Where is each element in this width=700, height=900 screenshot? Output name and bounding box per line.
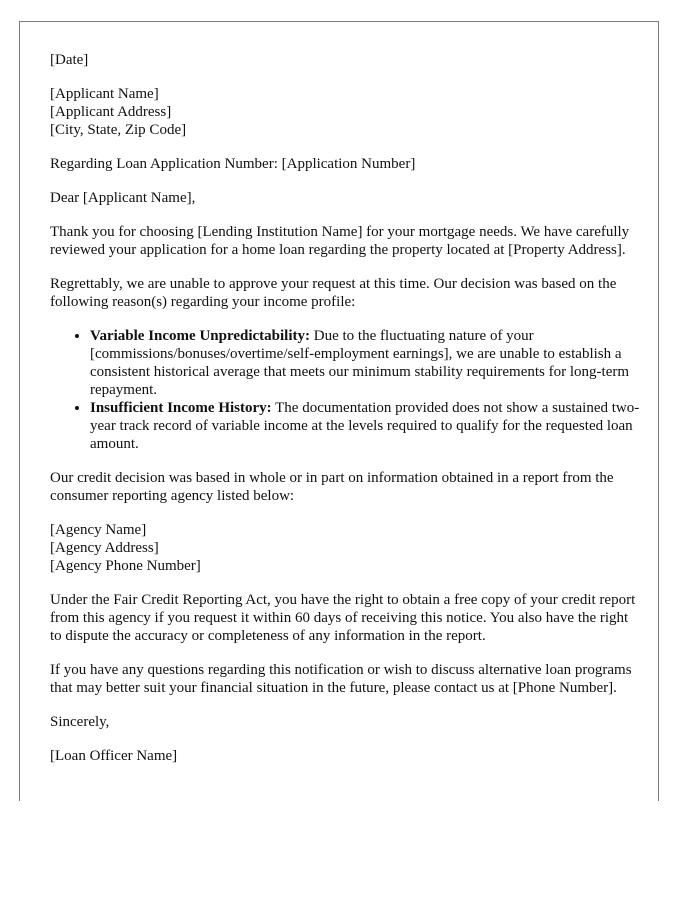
applicant-city-state-zip: [City, State, Zip Code] (50, 122, 187, 138)
agency-address: [Agency Address] (50, 540, 159, 556)
applicant-name: [Applicant Name] (50, 86, 159, 102)
decision-paragraph: Regrettably, we are unable to approve your request at this time. Our decision was based on the following reason(s) regarding your income profile: (50, 276, 617, 310)
contact-paragraph: If you have any questions regarding this notification or wish to discuss alternative loan programs that may better suit your financial situation in the future, please contact us at [Phone Number]. (50, 662, 632, 696)
reason-item (90, 327, 642, 399)
agency-phone: [Agency Phone Number] (50, 558, 201, 574)
credit-decision-paragraph: Our credit decision was based in whole or in part on information obtained in a report from the consumer reporting agency listed below: (50, 470, 614, 504)
reason-title: Variable Income Unpredictability: (90, 328, 310, 344)
applicant-address: [Applicant Address] (50, 104, 172, 120)
intro-paragraph: Thank you for choosing [Lending Institution Name] for your mortgage needs. We have carefully reviewed your application for a home loan regarding the property located at [Property Address]. (50, 224, 630, 258)
closing: Sincerely, (50, 714, 110, 730)
reason-item (90, 399, 642, 453)
salutation: Dear [Applicant Name], (50, 190, 196, 206)
letter-date: [Date] (50, 52, 89, 68)
reason-title: Insufficient Income History: (90, 400, 272, 416)
reason-text: Due to the fluctuating nature of your [commissions/bonuses/overtime/self-employment earnings], we are unable to establish a consistent historical average that meets our minimum stability requirements for long-term repayment. (90, 328, 630, 398)
letter-body (50, 51, 642, 781)
letter-page (19, 21, 659, 801)
agency-block (50, 521, 642, 575)
signature: [Loan Officer Name] (50, 748, 178, 764)
reasons-list (50, 327, 642, 453)
regarding-line: Regarding Loan Application Number: [Application Number] (50, 156, 416, 172)
fcra-paragraph: Under the Fair Credit Reporting Act, you have the right to obtain a free copy of your credit report from this agency if you request it within 60 days of receiving this notice. You also have the right to dispute the accuracy or completeness of any information in the report. (50, 592, 636, 644)
applicant-address-block (50, 85, 642, 139)
reason-text: The documentation provided does not show a sustained two-year track record of variable income at the levels required to qualify for the requested loan amount. (90, 400, 640, 452)
agency-name: [Agency Name] (50, 522, 147, 538)
